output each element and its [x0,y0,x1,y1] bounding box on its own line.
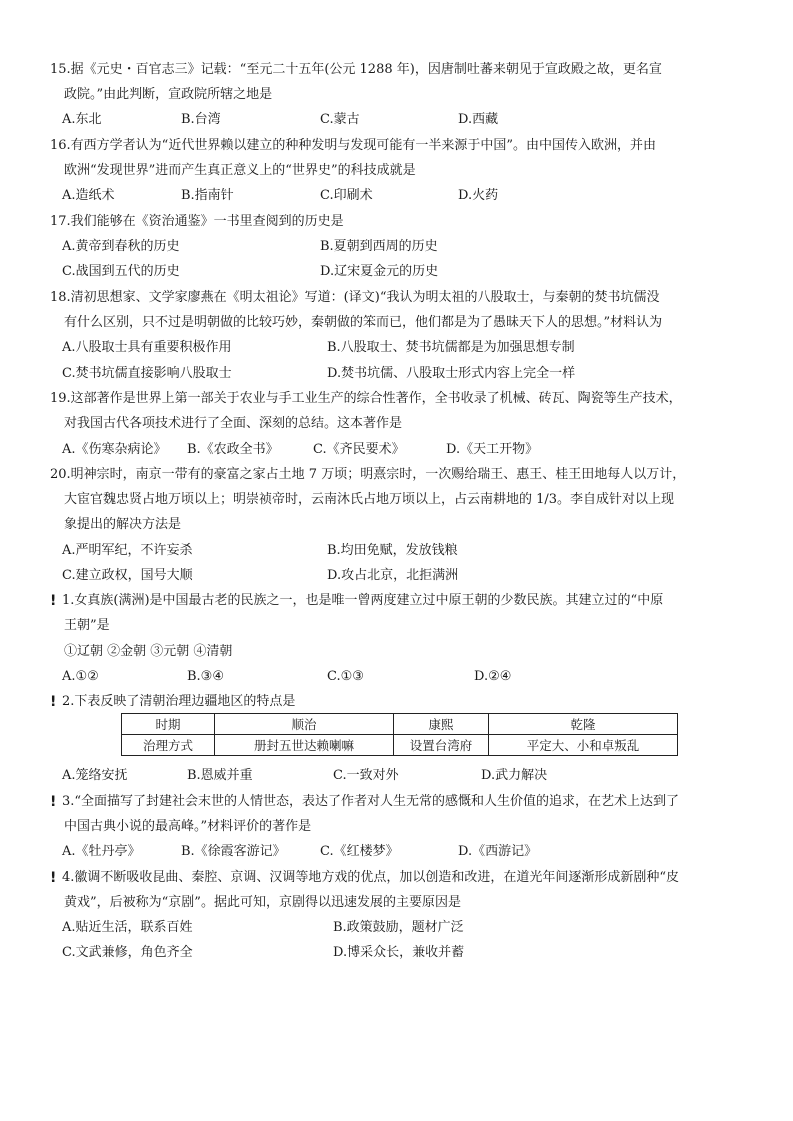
question-22-option-d[interactable]: D.武力解决 [481,768,548,783]
question-24-stem-line-1: 4.徽调不断吸收昆曲、秦腔、京调、汉调等地方戏的优点，加以创造和改进，在道光年间逐渐形成新剧种“皮 [62,870,680,885]
question-21-option-c[interactable]: C.①③ [327,669,364,684]
question-17-option-a[interactable]: A.黄帝到春秋的历史 [62,239,180,254]
question-23-option-d[interactable]: D.《西游记》 [458,844,538,859]
table-cell: 设置台湾府 [394,735,489,756]
question-20-stem-line-2: 大宦官魏忠贤占地万顷以上；明崇祯帝时，云南沐氏占地万顷以上，占云南耕地的 1/3。李自成针对以上现 [64,492,675,507]
question-15-option-b[interactable]: B.台湾 [181,112,221,127]
question-18-option-b[interactable]: B.八股取士、焚书坑儒都是为加强思想专制 [327,340,575,355]
table-header-cell: 时期 [122,714,215,735]
question-21-stem-line-1: 1.女真族(满洲)是中国最古老的民族之一，也是唯一曾两度建立过中原王朝的少数民族。其建立过的“中原 [62,593,664,608]
question-23-stem-line-2: 中国古典小说的最高峰。”材料评价的著作是 [64,819,312,834]
error-mark-icon: ! [50,794,57,810]
table-header-cell: 顺治 [215,714,394,735]
question-16-option-d[interactable]: D.火药 [458,188,499,203]
question-20-stem-line-1: 20.明神宗时，南京一带有的豪富之家占土地 7 万顷；明熹宗时，一次赐给瑞王、惠王、桂王田地每人以万计， [50,467,686,482]
question-24-option-a[interactable]: A.贴近生活，联系百姓 [62,920,193,935]
question-19-option-b[interactable]: B.《农政全书》 [187,442,279,457]
question-21-stem-line-2: 王朝”是 [64,618,110,633]
question-18-option-a[interactable]: A.八股取士具有重要积极作用 [62,340,232,355]
question-24-option-d[interactable]: D.博采众长，兼收并蓄 [333,945,465,960]
question-21-option-a[interactable]: A.①② [62,669,99,684]
question-22-option-b[interactable]: B.恩威并重 [187,768,253,783]
governance-table [121,713,678,756]
question-17-option-d[interactable]: D.辽宋夏金元的历史 [320,264,439,279]
question-23-stem-line-1: 3.“全面描写了封建社会末世的人情世态，表达了作者对人生无常的感慨和人生价值的追求，在艺术上达到了 [62,794,680,809]
question-15-stem-line-2: 政院。”由此判断，宣政院所辖之地是 [64,87,273,102]
question-17-option-b[interactable]: B.夏朝到西周的历史 [320,239,438,254]
question-16-option-a[interactable]: A.造纸术 [62,188,115,203]
table-header-cell: 乾隆 [489,714,678,735]
question-21-choices: ①辽朝 ②金朝 ③元朝 ④清朝 [64,644,233,659]
table-cell: 平定大、小和卓叛乱 [489,735,678,756]
table-cell: 册封五世达赖喇嘛 [215,735,394,756]
question-19-stem-line-2: 对我国古代各项技术进行了全面、深刻的总结。这本著作是 [64,416,403,431]
question-21-option-b[interactable]: B.③④ [187,669,224,684]
error-mark-icon: ! [50,593,57,609]
question-16-stem-line-1: 16.有西方学者认为“近代世界赖以建立的种种发明与发现可能有一半来源于中国”。由中国传入欧洲，并由 [50,138,656,153]
question-24-option-b[interactable]: B.政策鼓励，题材广泛 [333,920,464,935]
question-23-option-b[interactable]: B.《徐霞客游记》 [181,844,286,859]
question-23-option-a[interactable]: A.《牡丹亭》 [62,844,141,859]
question-19-option-c[interactable]: C.《齐民要术》 [313,442,405,457]
error-mark-icon: ! [50,870,57,886]
question-15-option-d[interactable]: D.西藏 [458,112,499,127]
question-16-stem-line-2: 欧洲“发现世界”进而产生真正意义上的“世界史”的科技成就是 [64,163,416,178]
question-20-option-b[interactable]: B.均田免赋，发放钱粮 [327,543,458,558]
table-row [122,735,678,756]
question-16-option-c[interactable]: C.印刷术 [320,188,373,203]
question-21-option-d[interactable]: D.②④ [474,669,512,684]
question-15-stem-line-1: 15.据《元史・百官志三》记载：“至元二十五年(公元 1288 年)，因唐制吐蕃来朝见于宣政殿之故，更名宣 [50,62,662,77]
question-22-option-c[interactable]: C.一致对外 [333,768,399,783]
question-23-option-c[interactable]: C.《红楼梦》 [320,844,399,859]
question-15-option-c[interactable]: C.蒙古 [320,112,360,127]
question-18-option-c[interactable]: C.焚书坑儒直接影响八股取士 [62,366,232,381]
question-17-stem: 17.我们能够在《资治通鉴》一书里查阅到的历史是 [50,214,344,229]
question-18-stem-line-1: 18.清初思想家、文学家廖燕在《明太祖论》写道：(译文)“我认为明太祖的八股取士，与秦朝的焚书坑儒没 [50,290,660,305]
table-header-row [122,714,678,735]
question-20-option-c[interactable]: C.建立政权，国号大顺 [62,568,193,583]
question-19-stem-line-1: 19.这部著作是世界上第一部关于农业与手工业生产的综合性著作，全书收录了机械、砖瓦、陶瓷等生产技术， [50,391,682,406]
question-20-option-a[interactable]: A.严明军纪，不许妄杀 [62,543,193,558]
question-19-option-d[interactable]: D.《天工开物》 [446,442,539,457]
question-24-stem-line-2: 黄戏”，后被称为“京剧”。据此可知，京剧得以迅速发展的主要原因是 [64,895,461,910]
question-15-option-a[interactable]: A.东北 [62,112,102,127]
question-19-option-a[interactable]: A.《伤寒杂病论》 [62,442,167,457]
question-18-option-d[interactable]: D.焚书坑儒、八股取士形式内容上完全一样 [327,366,576,381]
question-20-stem-line-3: 象提出的解决方法是 [64,517,182,532]
question-22-option-a[interactable]: A.笼络安抚 [62,768,128,783]
table-header-cell: 康熙 [394,714,489,735]
question-16-option-b[interactable]: B.指南针 [181,188,234,203]
question-20-option-d[interactable]: D.攻占北京，北拒满洲 [327,568,459,583]
question-18-stem-line-2: 有什么区别，只不过是明朝做的比较巧妙，秦朝做的笨而已，他们都是为了愚昧天下人的思想。”材料认为 [64,315,663,330]
question-22-stem: 2.下表反映了清朝治理边疆地区的特点是 [62,694,296,709]
question-24-option-c[interactable]: C.文武兼修，角色齐全 [62,945,193,960]
table-cell: 治理方式 [122,735,215,756]
question-17-option-c[interactable]: C.战国到五代的历史 [62,264,180,279]
error-mark-icon: ! [50,694,57,710]
